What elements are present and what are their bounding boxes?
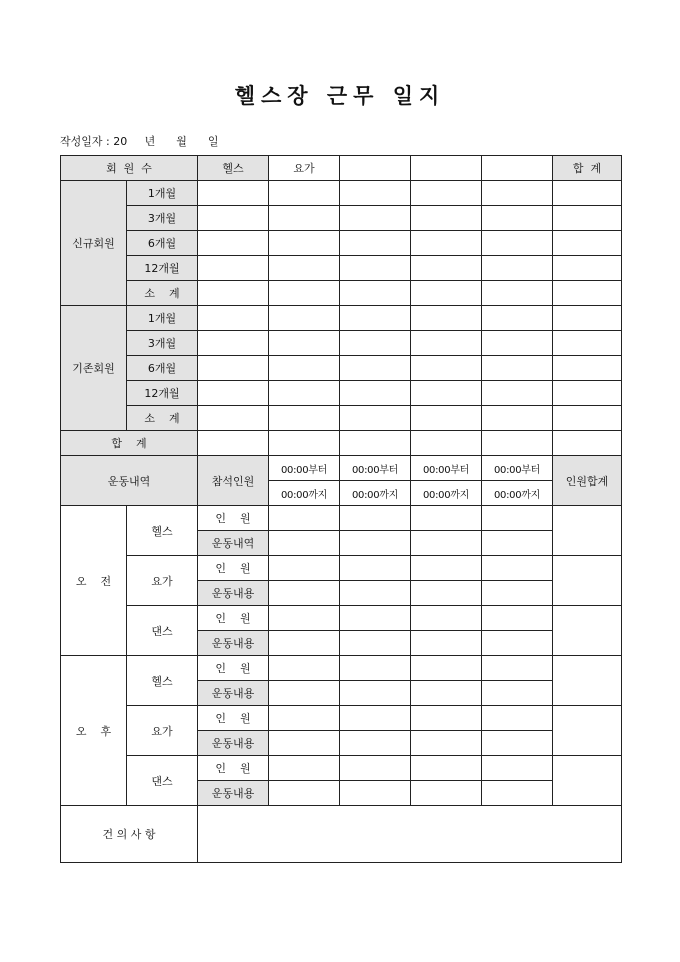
group-label: 기존회원 [61, 306, 127, 431]
headcount-total-cell[interactable] [553, 656, 622, 706]
row-label: 인 원 [198, 656, 269, 681]
column-header [340, 156, 411, 181]
data-cell[interactable] [340, 231, 411, 256]
data-cell[interactable] [198, 256, 269, 281]
data-cell[interactable] [411, 181, 482, 206]
session-row [61, 606, 622, 631]
column-header [411, 156, 482, 181]
group-label: 신규회원 [61, 181, 127, 306]
data-cell[interactable] [553, 181, 622, 206]
data-cell[interactable] [340, 531, 411, 556]
data-cell[interactable] [482, 431, 553, 456]
row-label: 운동내용 [198, 631, 269, 656]
data-cell[interactable] [269, 406, 340, 431]
time-to-cell[interactable]: 00:00까지 [340, 481, 411, 506]
data-cell[interactable] [411, 531, 482, 556]
data-cell[interactable] [340, 756, 411, 781]
data-cell[interactable] [482, 506, 553, 531]
row-label: 운동내용 [198, 581, 269, 606]
data-cell[interactable] [482, 331, 553, 356]
data-cell[interactable] [198, 306, 269, 331]
data-cell[interactable] [553, 281, 622, 306]
row-label: 인 원 [198, 606, 269, 631]
row-label: 소 계 [127, 281, 198, 306]
data-cell[interactable] [340, 306, 411, 331]
program-label: 요가 [127, 556, 198, 606]
headcount-total-cell[interactable] [553, 606, 622, 656]
table-row [61, 356, 622, 381]
header-row [61, 156, 622, 181]
row-label: 6개월 [127, 231, 198, 256]
data-cell[interactable] [269, 656, 340, 681]
page-title: 헬스장 근무 일지 [234, 83, 446, 108]
program-label: 댄스 [127, 756, 198, 806]
data-cell[interactable] [411, 781, 482, 806]
data-cell[interactable] [340, 181, 411, 206]
data-cell[interactable] [553, 431, 622, 456]
exercise-header: 운동내역 [61, 456, 198, 506]
data-cell[interactable] [411, 506, 482, 531]
total-header: 합 계 [553, 156, 622, 181]
data-cell[interactable] [553, 331, 622, 356]
data-cell[interactable] [340, 581, 411, 606]
data-cell[interactable] [269, 631, 340, 656]
session-row [61, 556, 622, 581]
data-cell[interactable] [340, 681, 411, 706]
data-cell[interactable] [340, 281, 411, 306]
time-from-cell[interactable]: 00:00부터 [411, 456, 482, 481]
row-label: 인 원 [198, 706, 269, 731]
data-cell[interactable] [482, 381, 553, 406]
data-cell[interactable] [269, 756, 340, 781]
data-cell[interactable] [411, 581, 482, 606]
data-cell[interactable] [482, 231, 553, 256]
data-cell[interactable] [269, 556, 340, 581]
data-cell[interactable] [482, 531, 553, 556]
data-cell[interactable] [269, 431, 340, 456]
table-row [61, 306, 622, 331]
data-cell[interactable] [482, 256, 553, 281]
data-cell[interactable] [269, 381, 340, 406]
data-cell[interactable] [553, 231, 622, 256]
row-label: 12개월 [127, 381, 198, 406]
data-cell[interactable] [411, 556, 482, 581]
data-cell[interactable] [411, 681, 482, 706]
time-from-cell[interactable]: 00:00부터 [482, 456, 553, 481]
data-cell[interactable] [482, 681, 553, 706]
data-cell[interactable] [340, 781, 411, 806]
data-cell[interactable] [269, 206, 340, 231]
data-cell[interactable] [198, 356, 269, 381]
data-cell[interactable] [340, 731, 411, 756]
time-to-cell[interactable]: 00:00까지 [482, 481, 553, 506]
data-cell[interactable] [411, 231, 482, 256]
data-cell[interactable] [340, 556, 411, 581]
column-header [482, 156, 553, 181]
row-label: 인 원 [198, 556, 269, 581]
data-cell[interactable] [411, 281, 482, 306]
headcount-total-cell[interactable] [553, 706, 622, 756]
data-cell[interactable] [269, 281, 340, 306]
row-label: 6개월 [127, 356, 198, 381]
data-cell[interactable] [269, 231, 340, 256]
data-cell[interactable] [553, 256, 622, 281]
grand-total-row [61, 431, 622, 456]
row-label: 인 원 [198, 506, 269, 531]
data-cell[interactable] [269, 706, 340, 731]
data-cell[interactable] [482, 756, 553, 781]
row-label: 3개월 [127, 331, 198, 356]
data-cell[interactable] [482, 306, 553, 331]
table-row [61, 381, 622, 406]
data-cell[interactable] [553, 306, 622, 331]
data-cell[interactable] [411, 606, 482, 631]
data-cell[interactable] [198, 431, 269, 456]
session-row [61, 506, 622, 531]
table-row [61, 181, 622, 206]
data-cell[interactable] [553, 206, 622, 231]
data-cell[interactable] [411, 206, 482, 231]
suggestions-label: 건 의 사 항 [61, 806, 198, 863]
program-label: 헬스 [127, 506, 198, 556]
row-label: 1개월 [127, 306, 198, 331]
attendance-header: 참석인원 [198, 456, 269, 506]
data-cell[interactable] [340, 256, 411, 281]
data-cell[interactable] [269, 506, 340, 531]
data-cell[interactable] [482, 581, 553, 606]
data-cell[interactable] [340, 431, 411, 456]
time-from-cell[interactable]: 00:00부터 [340, 456, 411, 481]
data-cell[interactable] [269, 306, 340, 331]
suggestions-row [61, 806, 622, 863]
session-row [61, 656, 622, 681]
data-cell[interactable] [411, 331, 482, 356]
data-cell[interactable] [482, 606, 553, 631]
data-cell[interactable] [269, 731, 340, 756]
data-cell[interactable] [411, 656, 482, 681]
data-cell[interactable] [482, 781, 553, 806]
data-cell[interactable] [340, 656, 411, 681]
data-cell[interactable] [198, 381, 269, 406]
data-cell[interactable] [198, 231, 269, 256]
data-cell[interactable] [340, 606, 411, 631]
table-row [61, 231, 622, 256]
row-label: 운동내용 [198, 681, 269, 706]
data-cell[interactable] [411, 256, 482, 281]
data-cell[interactable] [553, 381, 622, 406]
program-label: 댄스 [127, 606, 198, 656]
data-cell[interactable] [553, 356, 622, 381]
members-header: 회 원 수 [61, 156, 198, 181]
row-label: 운동내용 [198, 731, 269, 756]
time-to-cell[interactable]: 00:00까지 [411, 481, 482, 506]
data-cell[interactable] [411, 381, 482, 406]
data-cell[interactable] [269, 606, 340, 631]
session-label: 오 후 [61, 656, 127, 806]
data-cell[interactable] [269, 181, 340, 206]
work-log-table [60, 155, 622, 863]
headcount-total-cell[interactable] [553, 556, 622, 606]
data-cell[interactable] [269, 256, 340, 281]
data-cell[interactable] [340, 381, 411, 406]
data-cell[interactable] [340, 631, 411, 656]
data-cell[interactable] [411, 756, 482, 781]
data-cell[interactable] [340, 356, 411, 381]
headcount-total-header: 인원합계 [553, 456, 622, 506]
data-cell[interactable] [482, 706, 553, 731]
data-cell[interactable] [411, 406, 482, 431]
data-cell[interactable] [198, 406, 269, 431]
program-label: 요가 [127, 706, 198, 756]
table-row [61, 331, 622, 356]
session-row [61, 706, 622, 731]
data-cell[interactable] [411, 431, 482, 456]
table-row [61, 206, 622, 231]
row-label: 운동내용 [198, 781, 269, 806]
date-line: 작성일자 : 20 년 월 일 [60, 135, 219, 148]
data-cell[interactable] [482, 656, 553, 681]
column-header: 헬스 [198, 156, 269, 181]
row-label: 12개월 [127, 256, 198, 281]
data-cell[interactable] [340, 206, 411, 231]
row-label: 3개월 [127, 206, 198, 231]
data-cell[interactable] [482, 731, 553, 756]
grand-total-label: 합 계 [61, 431, 198, 456]
row-label: 운동내역 [198, 531, 269, 556]
data-cell[interactable] [482, 206, 553, 231]
suggestions-field[interactable] [198, 806, 622, 863]
data-cell[interactable] [411, 631, 482, 656]
session-row [61, 756, 622, 781]
headcount-total-cell[interactable] [553, 756, 622, 806]
data-cell[interactable] [482, 281, 553, 306]
data-cell[interactable] [269, 331, 340, 356]
table-row [61, 256, 622, 281]
data-cell[interactable] [482, 406, 553, 431]
table-row [61, 281, 622, 306]
column-header: 요가 [269, 156, 340, 181]
data-cell[interactable] [553, 406, 622, 431]
data-cell[interactable] [269, 681, 340, 706]
time-to-cell[interactable]: 00:00까지 [269, 481, 340, 506]
program-label: 헬스 [127, 656, 198, 706]
data-cell[interactable] [411, 356, 482, 381]
data-cell[interactable] [198, 206, 269, 231]
data-cell[interactable] [411, 306, 482, 331]
row-label: 1개월 [127, 181, 198, 206]
data-cell[interactable] [482, 356, 553, 381]
data-cell[interactable] [340, 406, 411, 431]
data-cell[interactable] [482, 181, 553, 206]
data-cell[interactable] [411, 706, 482, 731]
data-cell[interactable] [269, 781, 340, 806]
data-cell[interactable] [411, 731, 482, 756]
row-label: 소 계 [127, 406, 198, 431]
data-cell[interactable] [269, 531, 340, 556]
data-cell[interactable] [482, 556, 553, 581]
data-cell[interactable] [269, 581, 340, 606]
data-cell[interactable] [340, 706, 411, 731]
data-cell[interactable] [340, 506, 411, 531]
data-cell[interactable] [198, 281, 269, 306]
row-label: 인 원 [198, 756, 269, 781]
data-cell[interactable] [482, 631, 553, 656]
data-cell[interactable] [198, 331, 269, 356]
data-cell[interactable] [198, 181, 269, 206]
exercise-header-row [61, 456, 622, 481]
headcount-total-cell[interactable] [553, 506, 622, 556]
data-cell[interactable] [269, 356, 340, 381]
data-cell[interactable] [340, 331, 411, 356]
time-from-cell[interactable]: 00:00부터 [269, 456, 340, 481]
session-label: 오 전 [61, 506, 127, 656]
table-row [61, 406, 622, 431]
